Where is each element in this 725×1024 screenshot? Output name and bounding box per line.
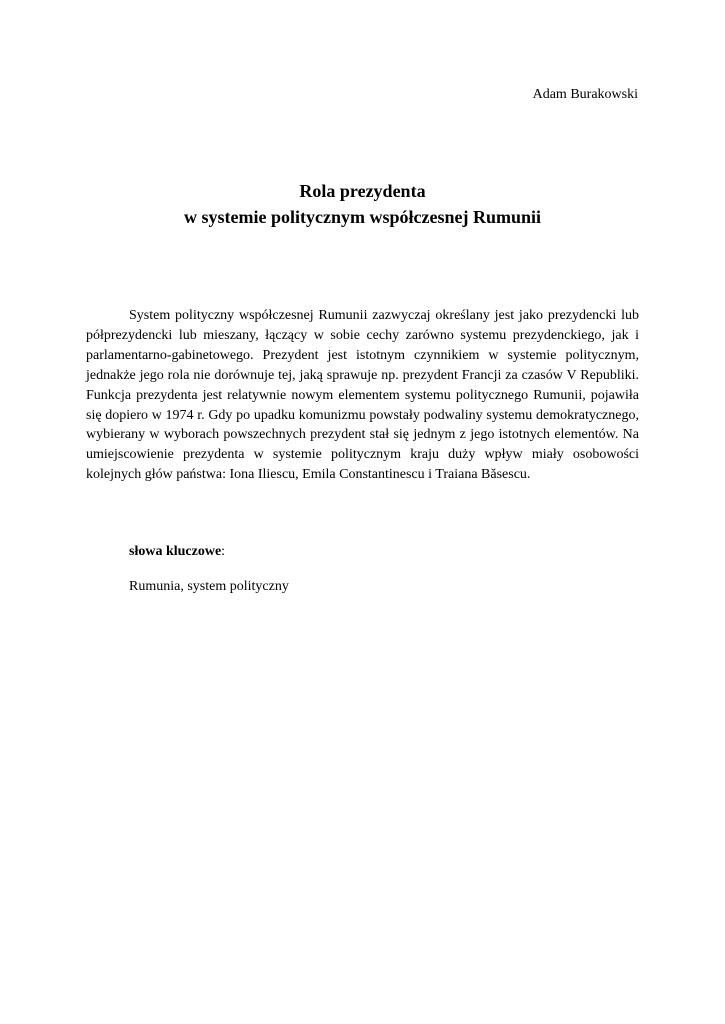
abstract-paragraph: System polityczny współczesnej Rumunii zazwyczaj określany jest jako prezydencki lub półprezydencki lub mieszany, łączący w sobie cechy zarówno systemu prezydenckiego, jak i parlamentarno-gabinetowego. Prezydent jest istotnym czynnikiem w systemie politycznym, jednakże jego rola nie dorównuje tej, jaką sprawuje np. prezydent Francji za czasów V Republiki. Funkcja prezydenta jest relatywnie nowym elementem systemu politycznego Rumunii, pojawiła się dopiero w 1974 r. Gdy po upadku komunizmu powstały podwaliny systemu demokratycznego, wybierany w wyborach powszechnych prezydent stał się jednym z jego istotnych elementów. Na umiejscowienie prezydenta w systemie politycznym kraju duży wpływ miały osobowości kolejnych głów państwa: Iona Iliescu, Emila Constantinescu i Traiana Băsescu. [86,308,639,483]
keywords-list: Rumunia, system polityczny [129,579,289,594]
title-line-1: Rola prezydenta [299,181,426,201]
keywords-label: słowa kluczowe [129,544,222,559]
author-name: Adam Burakowski [532,87,638,102]
keywords-separator: : [221,544,226,559]
title-line-2: w systemie politycznym współczesnej Rumunii [184,207,541,227]
keywords-heading [129,543,225,561]
paper-title [0,178,725,230]
